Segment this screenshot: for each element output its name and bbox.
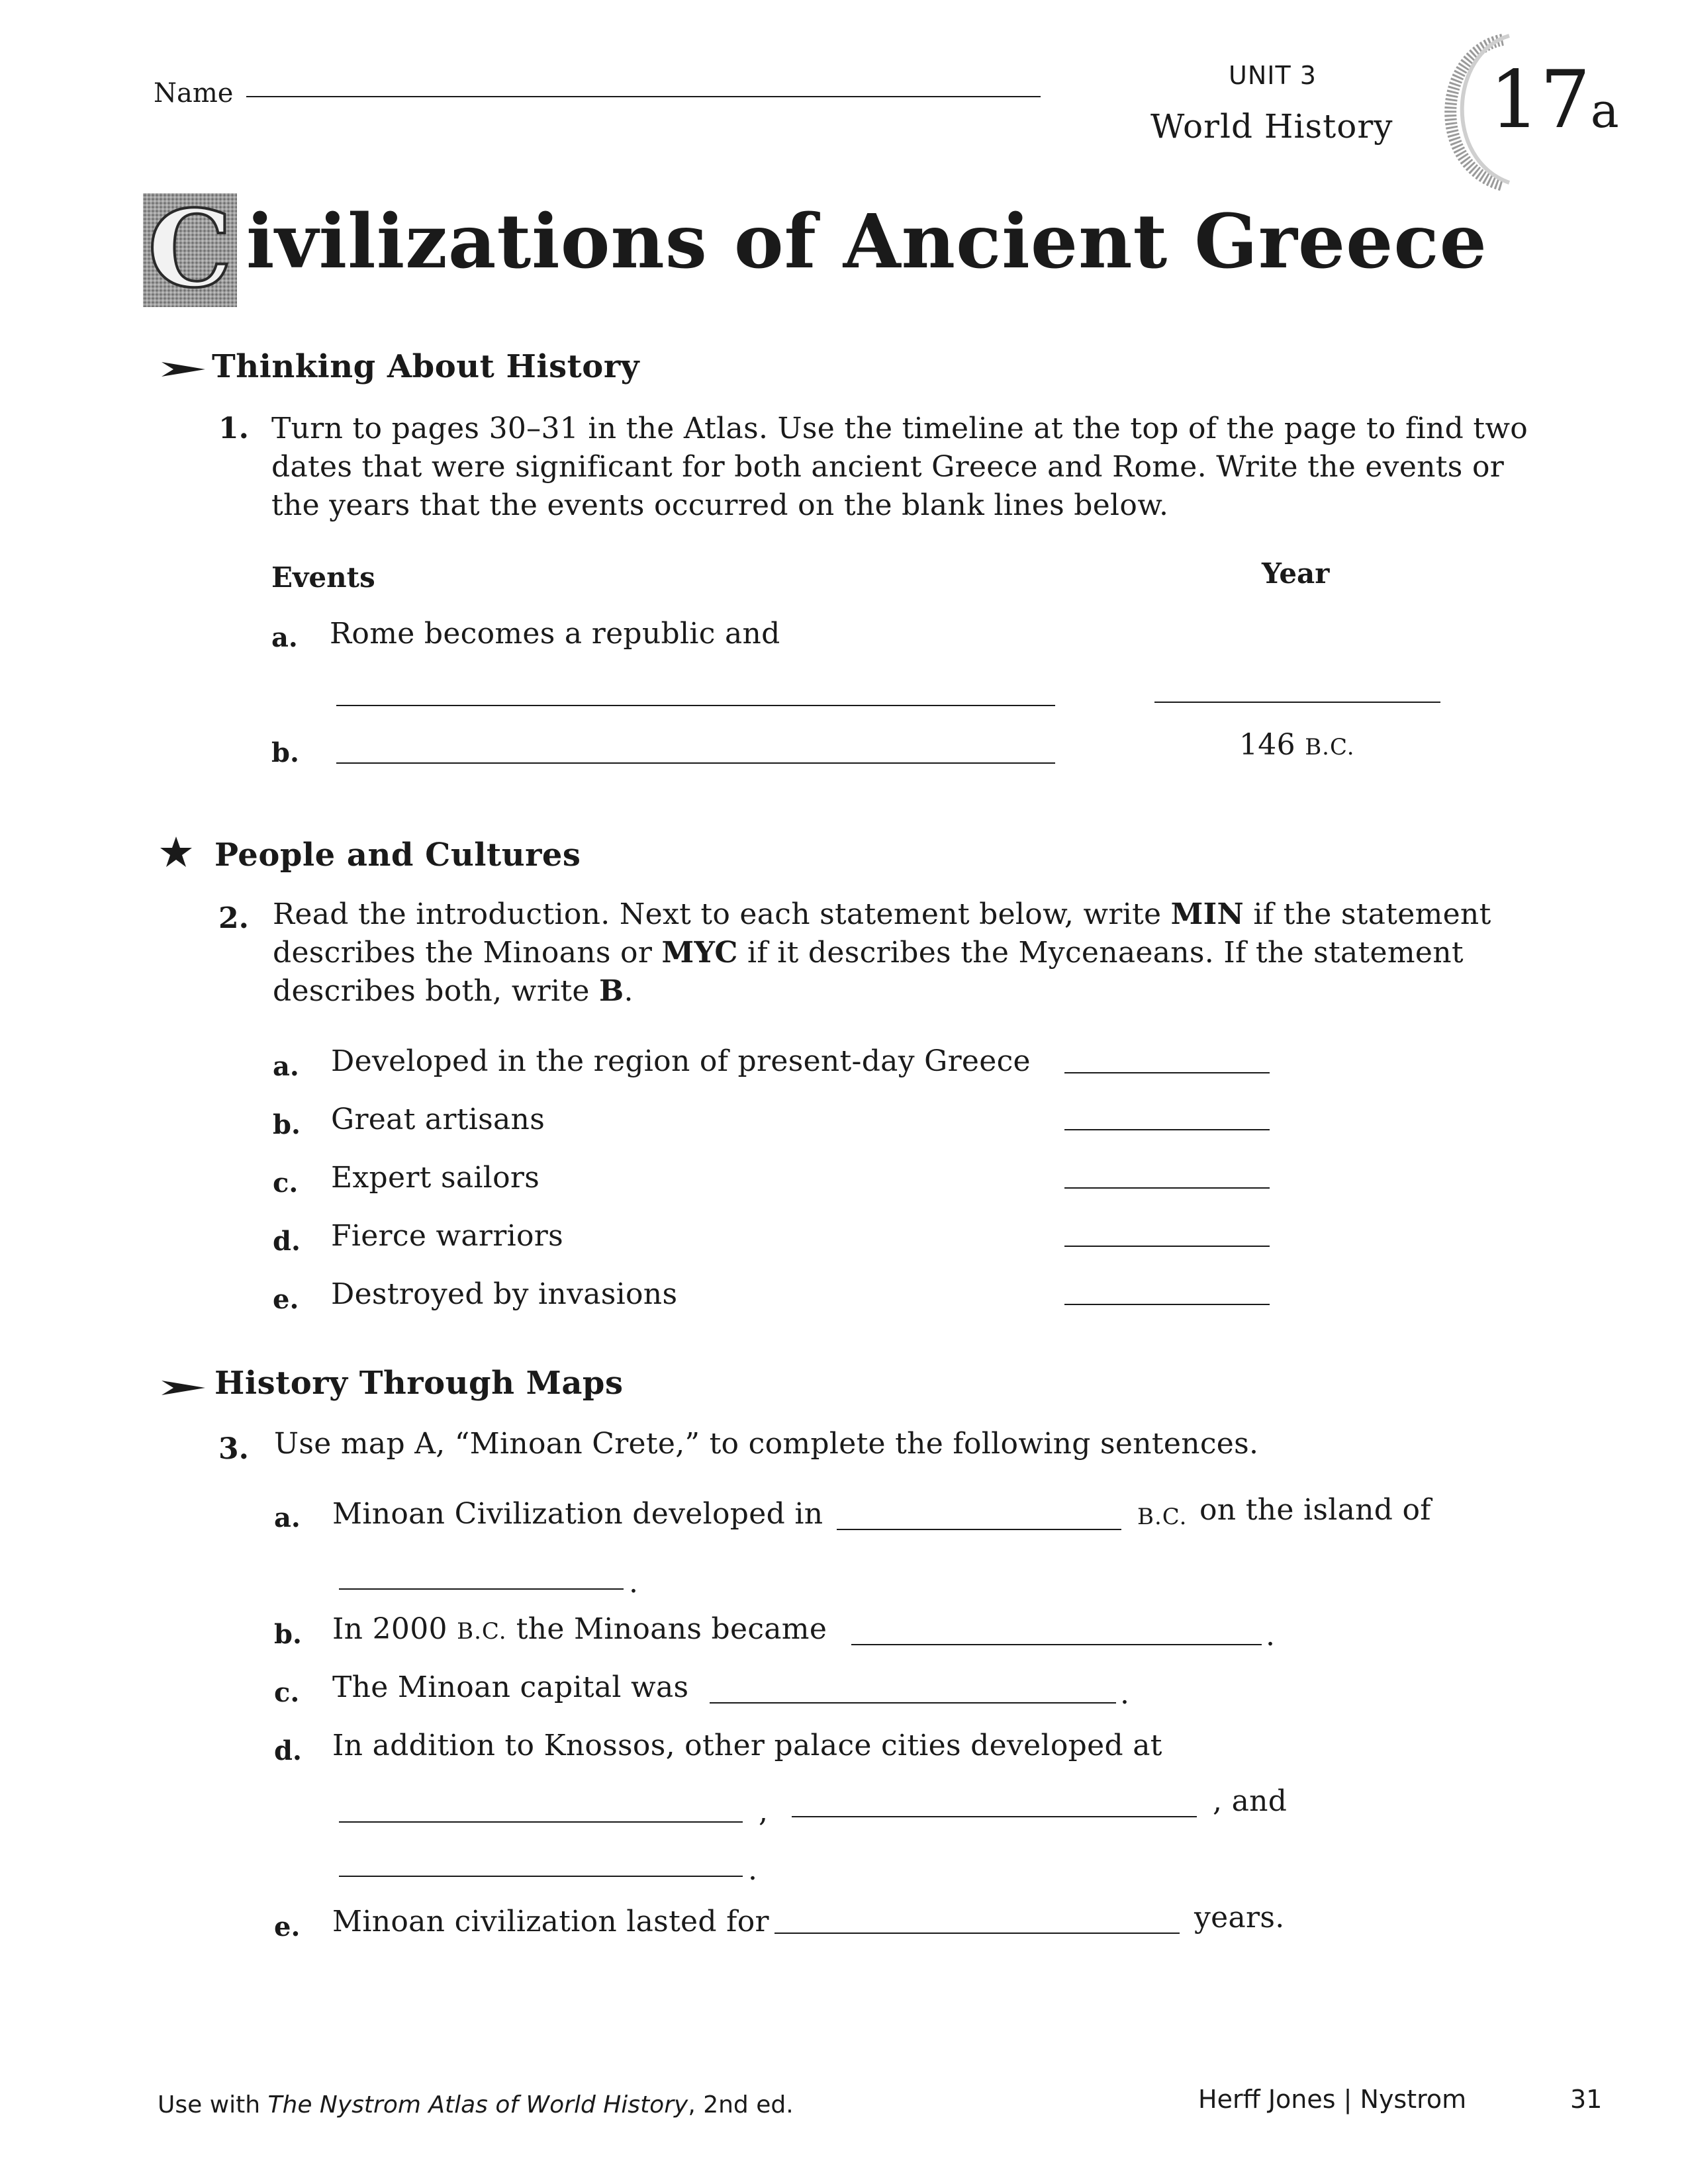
event-text: Rome becomes a republic and — [330, 617, 780, 651]
sentence-end: . — [748, 1853, 758, 1887]
year-era: B.C. — [1305, 734, 1355, 760]
footer-use-with: Use with — [158, 2091, 268, 2118]
name-label: Name — [154, 78, 234, 109]
footer-publisher: Herff Jones | Nystrom — [1198, 2085, 1467, 2114]
title-initial-box — [143, 187, 237, 311]
sentence-text: The Minoan capital was — [332, 1670, 689, 1704]
name-field-line[interactable] — [246, 96, 1041, 97]
statement-answer-line[interactable] — [1064, 1187, 1270, 1189]
sentence-text: on the island of — [1199, 1493, 1431, 1527]
item-letter: b. — [273, 1109, 301, 1140]
text-run: the Minoans became — [516, 1612, 827, 1646]
question-text-line — [273, 936, 1464, 970]
text-run: if the statement — [1244, 897, 1491, 931]
era-label: B.C. — [457, 1618, 507, 1645]
sentence-end: . — [1266, 1619, 1276, 1653]
sentence-answer-line[interactable] — [339, 1588, 624, 1590]
section-heading-people: People and Cultures — [214, 837, 581, 874]
statement-text: Developed in the region of present-day Greece — [331, 1044, 1031, 1078]
arrow-icon — [162, 1378, 205, 1400]
sentence-text: In addition to Knossos, other palace cities developed at — [332, 1729, 1162, 1762]
statement-text: Expert sailors — [331, 1161, 540, 1195]
unit-label: UNIT 3 — [1229, 61, 1317, 90]
text-run: describes the Minoans or — [273, 936, 662, 970]
page-number: 31 — [1570, 2085, 1603, 2114]
statement-text: Destroyed by invasions — [331, 1277, 678, 1311]
item-letter: b. — [271, 737, 299, 768]
sentence-text: , and — [1213, 1784, 1288, 1818]
sentence-answer-line[interactable] — [851, 1644, 1262, 1645]
text-run: describes both, write — [273, 974, 600, 1008]
event-answer-line[interactable] — [336, 705, 1055, 706]
statement-answer-line[interactable] — [1064, 1129, 1270, 1130]
item-letter: a. — [274, 1502, 301, 1533]
item-letter: d. — [274, 1735, 302, 1766]
sentence-end: . — [1120, 1677, 1130, 1711]
item-letter: c. — [273, 1167, 299, 1199]
sentence-answer-line[interactable] — [774, 1933, 1180, 1934]
keyword-myc: MYC — [661, 936, 738, 970]
sentence-text: years. — [1194, 1901, 1285, 1934]
era-label: B.C. — [1137, 1504, 1188, 1530]
year-answer-line[interactable] — [1154, 702, 1440, 703]
question-number: 1. — [218, 412, 249, 445]
column-header-events: Events — [271, 561, 375, 594]
item-letter: a. — [273, 1051, 299, 1082]
keyword-min: MIN — [1170, 897, 1244, 931]
statement-answer-line[interactable] — [1064, 1246, 1270, 1247]
sentence-answer-line[interactable] — [710, 1702, 1116, 1704]
section-heading-maps: History Through Maps — [214, 1365, 624, 1402]
arrow-icon — [162, 359, 205, 382]
sentence-text: Minoan civilization lasted for — [332, 1905, 769, 1938]
year-number: 146 — [1239, 728, 1295, 762]
footer-edition: , 2nd ed. — [688, 2091, 794, 2118]
statement-text: Great artisans — [331, 1103, 545, 1136]
text-run: if it describes the Mycenaeans. If the statement — [737, 936, 1464, 970]
item-letter: c. — [274, 1677, 300, 1708]
keyword-both: B — [599, 974, 624, 1008]
question-text-line — [273, 897, 1491, 931]
question-number: 3. — [218, 1432, 249, 1466]
statement-text: Fierce warriors — [331, 1219, 563, 1253]
page-title: ivilizations of Ancient Greece — [246, 199, 1487, 285]
sentence-end: . — [629, 1566, 639, 1600]
question-text-line — [273, 974, 633, 1008]
chapter-number-digits: 17 — [1489, 54, 1591, 146]
statement-answer-line[interactable] — [1064, 1072, 1270, 1073]
item-letter: d. — [273, 1226, 301, 1257]
subject-label: World History — [1150, 107, 1393, 146]
item-letter: e. — [274, 1911, 301, 1942]
sentence-answer-line[interactable] — [339, 1876, 743, 1877]
year-value — [1239, 728, 1355, 762]
chapter-number — [1489, 54, 1619, 146]
footer-atlas-title: The Nystrom Atlas of World History — [267, 2091, 688, 2118]
text-run: Read the introduction. Next to each statement below, write — [273, 897, 1171, 931]
column-header-year: Year — [1262, 557, 1330, 590]
question-text-line: Use map A, “Minoan Crete,” to complete the following sentences. — [274, 1427, 1259, 1461]
question-text-line: the years that the events occurred on the blank lines below. — [271, 488, 1169, 522]
sentence-answer-line[interactable] — [837, 1529, 1121, 1530]
item-letter: e. — [273, 1284, 299, 1315]
question-text-line: Turn to pages 30–31 in the Atlas. Use the timeline at the top of the page to find two — [271, 412, 1528, 445]
sentence-answer-line[interactable] — [339, 1821, 743, 1823]
question-number: 2. — [218, 901, 249, 935]
sentence-text: Minoan Civilization developed in — [332, 1497, 823, 1531]
star-icon — [159, 835, 193, 871]
footer-citation — [158, 2091, 794, 2118]
sentence-comma: , — [759, 1795, 769, 1829]
section-heading-thinking: Thinking About History — [212, 348, 639, 385]
sentence-text — [332, 1612, 827, 1646]
item-letter: b. — [274, 1619, 302, 1650]
statement-answer-line[interactable] — [1064, 1304, 1270, 1305]
item-letter: a. — [271, 622, 298, 653]
chapter-number-letter: a — [1590, 83, 1619, 138]
event-answer-line[interactable] — [336, 762, 1055, 764]
text-run: . — [624, 974, 633, 1008]
text-run: In 2000 — [332, 1612, 447, 1646]
sentence-answer-line[interactable] — [792, 1816, 1197, 1817]
question-text-line: dates that were significant for both ancient Greece and Rome. Write the events or — [271, 450, 1505, 484]
title-initial: C — [148, 187, 232, 311]
